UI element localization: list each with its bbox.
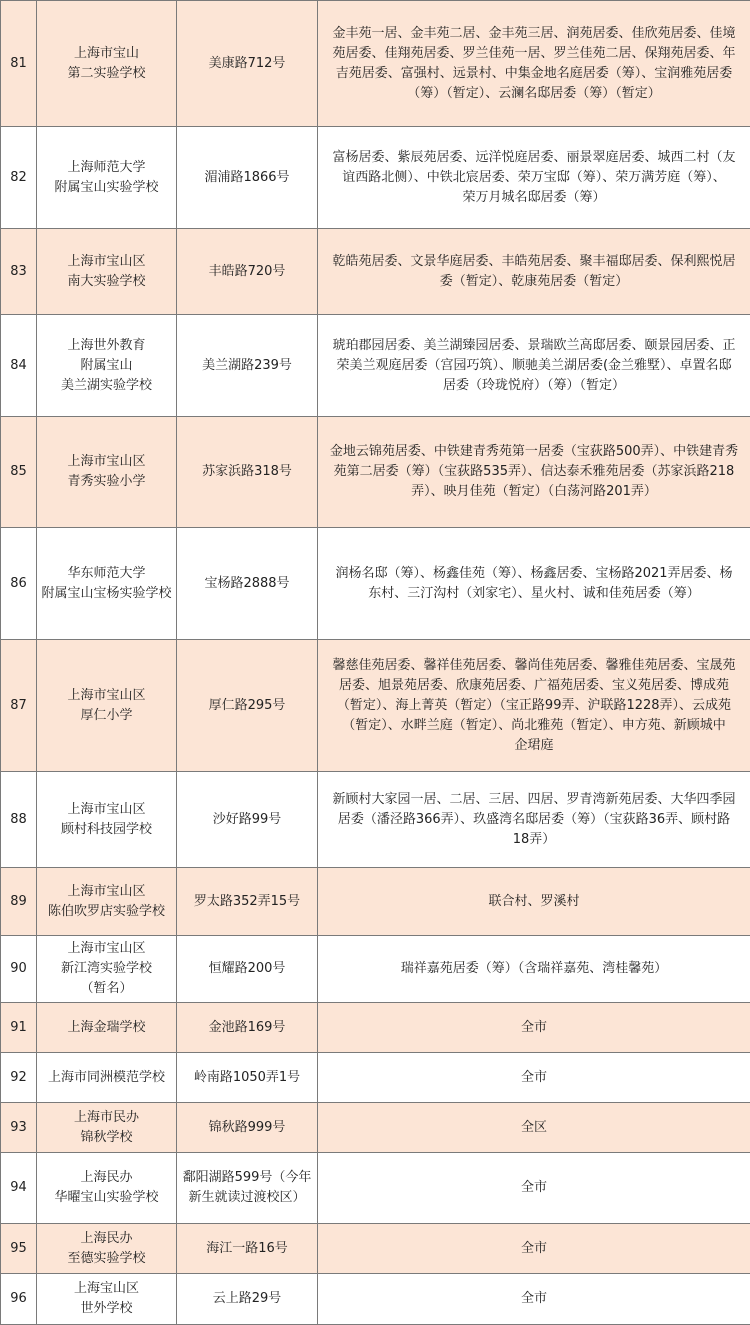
- enrollment-area-cell-line: 东村、三汀沟村（刘家宅）、星火村、诚和佳苑居委（筹）: [324, 584, 744, 604]
- school-name-cell-line: 上海世外教育: [41, 336, 172, 356]
- address-cell: [177, 229, 318, 315]
- table-row: [1, 1, 750, 127]
- school-name-cell: [37, 1, 177, 127]
- school-name-cell-line: 新江湾实验学校: [41, 959, 172, 979]
- enrollment-area-cell-line: 联合村、罗溪村: [324, 892, 744, 912]
- enrollment-area-cell-line: 全市: [324, 1068, 744, 1088]
- school-name-cell-line: 顾村科技园学校: [41, 820, 172, 840]
- school-name-cell-line: 上海宝山区: [41, 1279, 172, 1299]
- enrollment-area-cell-line: 居委（玲珑悦府）（筹）（暂定）: [324, 376, 744, 396]
- enrollment-area-cell-line: 乾皓苑居委、文景华庭居委、丰皓苑居委、聚丰福邸居委、保利熙悦居: [324, 252, 744, 272]
- enrollment-area-cell-line: 全市: [324, 1239, 744, 1259]
- school-name-cell-line: 上海民办: [41, 1229, 172, 1249]
- school-name-cell-line: 上海市民办: [41, 1108, 172, 1128]
- school-name-cell: [37, 417, 177, 528]
- school-name-cell-line: 上海市宝山区: [41, 882, 172, 902]
- table-row: [1, 936, 750, 1003]
- enrollment-area-cell-line: 全市: [324, 1289, 744, 1309]
- enrollment-area-cell: [318, 417, 750, 528]
- enrollment-area-cell-line: （筹）（暂定）、云澜名邸居委（筹）（暂定）: [324, 84, 744, 104]
- table-body: [1, 1, 750, 1325]
- table-row: [1, 1274, 750, 1325]
- enrollment-area-cell-line: 荣美兰观庭居委（宫园巧筑）、顺驰美兰湖居委(金兰雅墅）、卓置名邸: [324, 356, 744, 376]
- enrollment-area-cell: [318, 1003, 750, 1053]
- table-row: [1, 868, 750, 936]
- school-name-cell: [37, 1224, 177, 1274]
- address-cell-line: 宝杨路2888号: [181, 574, 313, 594]
- address-cell-line: 湄浦路1866号: [181, 168, 313, 188]
- address-cell-line: 鄱阳湖路599号（今年: [181, 1168, 313, 1188]
- row-number-cell: 84: [1, 315, 37, 417]
- enrollment-area-cell: [318, 229, 750, 315]
- row-number-cell: 91: [1, 1003, 37, 1053]
- table-row: [1, 1053, 750, 1103]
- row-number-cell: 94: [1, 1153, 37, 1224]
- school-name-cell-line: 华东师范大学: [41, 564, 172, 584]
- table-row: [1, 1103, 750, 1153]
- address-cell-line: 厚仁路295号: [181, 696, 313, 716]
- enrollment-area-cell-line: （暂定）、水畔兰庭（暂定）、尚北雅苑（暂定）、申方苑、新顾城中: [324, 716, 744, 736]
- address-cell-line: 苏家浜路318号: [181, 462, 313, 482]
- enrollment-area-cell-line: 全市: [324, 1018, 744, 1038]
- school-name-cell-line: 上海市宝山: [41, 44, 172, 64]
- school-name-cell: [37, 1053, 177, 1103]
- school-name-cell-line: （暂名）: [41, 979, 172, 999]
- table-row: [1, 528, 750, 640]
- school-name-cell: [37, 127, 177, 229]
- enrollment-area-cell: [318, 127, 750, 229]
- school-name-cell-line: 上海市宝山区: [41, 252, 172, 272]
- enrollment-area-cell: [318, 868, 750, 936]
- enrollment-area-cell-line: 全区: [324, 1118, 744, 1138]
- enrollment-area-cell: [318, 528, 750, 640]
- address-cell-line: 岭南路1050弄1号: [181, 1068, 313, 1088]
- enrollment-area-cell-line: 居委、旭景苑居委、欣康苑居委、广福苑居委、宝义苑居委、博成苑: [324, 676, 744, 696]
- address-cell: [177, 640, 318, 772]
- enrollment-area-cell-line: 金丰苑一居、金丰苑二居、金丰苑三居、润苑居委、佳欣苑居委、佳境: [324, 24, 744, 44]
- address-cell: [177, 936, 318, 1003]
- address-cell-line: 新生就读过渡校区）: [181, 1188, 313, 1208]
- enrollment-area-cell: [318, 1153, 750, 1224]
- enrollment-area-cell-line: 吉苑居委、富强村、远景村、中集金地名庭居委（筹）、宝润雅苑居委: [324, 64, 744, 84]
- table-row: [1, 127, 750, 229]
- enrollment-area-cell: [318, 315, 750, 417]
- row-number-cell: 88: [1, 772, 37, 868]
- school-name-cell-line: 厚仁小学: [41, 706, 172, 726]
- school-name-cell-line: 上海市宝山区: [41, 452, 172, 472]
- enrollment-area-cell-line: 企珺庭: [324, 736, 744, 756]
- address-cell: [177, 315, 318, 417]
- school-name-cell: [37, 936, 177, 1003]
- address-cell-line: 云上路29号: [181, 1289, 313, 1309]
- enrollment-area-cell: [318, 772, 750, 868]
- enrollment-area-cell: [318, 936, 750, 1003]
- row-number-cell: 95: [1, 1224, 37, 1274]
- school-name-cell: [37, 1274, 177, 1325]
- row-number-cell: 87: [1, 640, 37, 772]
- school-name-cell-line: 华曜宝山实验学校: [41, 1188, 172, 1208]
- address-cell: [177, 868, 318, 936]
- table-row: [1, 229, 750, 315]
- address-cell: [177, 772, 318, 868]
- address-cell-line: 沙好路99号: [181, 810, 313, 830]
- enrollment-area-cell-line: 委（暂定）、乾康苑居委（暂定）: [324, 272, 744, 292]
- school-name-cell-line: 附属宝山: [41, 356, 172, 376]
- school-name-cell-line: 上海金瑞学校: [41, 1018, 172, 1038]
- enrollment-area-cell-line: 全市: [324, 1178, 744, 1198]
- address-cell: [177, 528, 318, 640]
- school-name-cell-line: 美兰湖实验学校: [41, 376, 172, 396]
- enrollment-area-cell: [318, 1, 750, 127]
- row-number-cell: 96: [1, 1274, 37, 1325]
- enrollment-area-cell-line: 瑞祥嘉苑居委（筹）（含瑞祥嘉苑、湾桂馨苑）: [324, 959, 744, 979]
- address-cell: [177, 1224, 318, 1274]
- school-name-cell: [37, 640, 177, 772]
- address-cell-line: 锦秋路999号: [181, 1118, 313, 1138]
- address-cell-line: 美兰湖路239号: [181, 356, 313, 376]
- address-cell: [177, 1103, 318, 1153]
- school-name-cell-line: 上海市宝山区: [41, 686, 172, 706]
- address-cell-line: 美康路712号: [181, 54, 313, 74]
- school-name-cell-line: 南大实验学校: [41, 272, 172, 292]
- address-cell: [177, 1003, 318, 1053]
- address-cell: [177, 1274, 318, 1325]
- school-name-cell: [37, 868, 177, 936]
- enrollment-area-cell-line: 居委（潘泾路366弄）、玖盛湾名邸居委（筹）（宝荻路36弄、顾村路: [324, 810, 744, 830]
- row-number-cell: 86: [1, 528, 37, 640]
- enrollment-area-cell: [318, 640, 750, 772]
- school-name-cell: [37, 229, 177, 315]
- row-number-cell: 93: [1, 1103, 37, 1153]
- enrollment-area-cell-line: 苑第二居委（筹）（宝荻路535弄）、信达泰禾雅苑居委（苏家浜路218: [324, 462, 744, 482]
- row-number-cell: 90: [1, 936, 37, 1003]
- school-name-cell-line: 世外学校: [41, 1299, 172, 1319]
- table-row: [1, 1003, 750, 1053]
- address-cell: [177, 1, 318, 127]
- enrollment-area-cell-line: 荣万月城名邸居委（筹）: [324, 188, 744, 208]
- enrollment-area-cell-line: 弄）、映月佳苑（暂定）（白荡河路201弄）: [324, 482, 744, 502]
- school-name-cell-line: 上海市宝山区: [41, 939, 172, 959]
- table-row: [1, 315, 750, 417]
- table-row: [1, 772, 750, 868]
- enrollment-area-cell: [318, 1103, 750, 1153]
- address-cell: [177, 127, 318, 229]
- school-name-cell-line: 附属宝山实验学校: [41, 178, 172, 198]
- school-name-cell-line: 锦秋学校: [41, 1128, 172, 1148]
- table-row: [1, 1153, 750, 1224]
- enrollment-area-cell-line: 新顾村大家园一居、二居、三居、四居、罗青湾新苑居委、大华四季园: [324, 790, 744, 810]
- row-number-cell: 85: [1, 417, 37, 528]
- enrollment-area-cell-line: 润杨名邸（筹）、杨鑫佳苑（筹）、杨鑫居委、宝杨路2021弄居委、杨: [324, 564, 744, 584]
- address-cell-line: 恒耀路200号: [181, 959, 313, 979]
- school-name-cell: [37, 1003, 177, 1053]
- school-name-cell: [37, 1103, 177, 1153]
- enrollment-area-cell-line: 苑居委、佳翔苑居委、罗兰佳苑一居、罗兰佳苑二居、保翔苑居委、年: [324, 44, 744, 64]
- enrollment-area-cell-line: 金地云锦苑居委、中铁建青秀苑第一居委（宝荻路500弄）、中铁建青秀: [324, 442, 744, 462]
- enrollment-area-cell: [318, 1224, 750, 1274]
- school-name-cell: [37, 315, 177, 417]
- address-cell-line: 金池路169号: [181, 1018, 313, 1038]
- address-cell: [177, 417, 318, 528]
- enrollment-area-cell: [318, 1274, 750, 1325]
- school-name-cell: [37, 528, 177, 640]
- school-name-cell: [37, 1153, 177, 1224]
- row-number-cell: 82: [1, 127, 37, 229]
- address-cell-line: 海江一路16号: [181, 1239, 313, 1259]
- row-number-cell: 83: [1, 229, 37, 315]
- enrollment-area-cell-line: 琥珀郡园居委、美兰湖臻园居委、景瑞欧兰高邸居委、颐景园居委、正: [324, 336, 744, 356]
- enrollment-area-cell-line: 富杨居委、紫辰苑居委、远洋悦庭居委、丽景翠庭居委、城西二村（友: [324, 148, 744, 168]
- school-name-cell-line: 附属宝山宝杨实验学校: [41, 584, 172, 604]
- address-cell-line: 罗太路352弄15号: [181, 892, 313, 912]
- enrollment-area-cell-line: 谊西路北侧）、中铁北宸居委、荣万宝邸（筹）、荣万满芳庭（筹）、: [324, 168, 744, 188]
- address-cell-line: 丰皓路720号: [181, 262, 313, 282]
- enrollment-area-cell: [318, 1053, 750, 1103]
- enrollment-area-cell-line: （暂定）、海上菁英（暂定）（宝正路99弄、沪联路1228弄）、云成苑: [324, 696, 744, 716]
- address-cell: [177, 1153, 318, 1224]
- school-name-cell-line: 上海市同洲模范学校: [41, 1068, 172, 1088]
- address-cell: [177, 1053, 318, 1103]
- table-row: [1, 417, 750, 528]
- table-row: [1, 1224, 750, 1274]
- row-number-cell: 81: [1, 1, 37, 127]
- school-name-cell-line: 陈伯吹罗店实验学校: [41, 902, 172, 922]
- school-name-cell-line: 上海民办: [41, 1168, 172, 1188]
- enrollment-area-cell-line: 18弄）: [324, 830, 744, 850]
- school-name-cell-line: 上海师范大学: [41, 158, 172, 178]
- school-name-cell: [37, 772, 177, 868]
- table-row: [1, 640, 750, 772]
- school-name-cell-line: 第二实验学校: [41, 64, 172, 84]
- row-number-cell: 89: [1, 868, 37, 936]
- enrollment-area-cell-line: 馨慈佳苑居委、馨祥佳苑居委、馨尚佳苑居委、馨雅佳苑居委、宝晟苑: [324, 656, 744, 676]
- school-name-cell-line: 上海市宝山区: [41, 800, 172, 820]
- school-name-cell-line: 青秀实验小学: [41, 472, 172, 492]
- row-number-cell: 92: [1, 1053, 37, 1103]
- school-name-cell-line: 至德实验学校: [41, 1249, 172, 1269]
